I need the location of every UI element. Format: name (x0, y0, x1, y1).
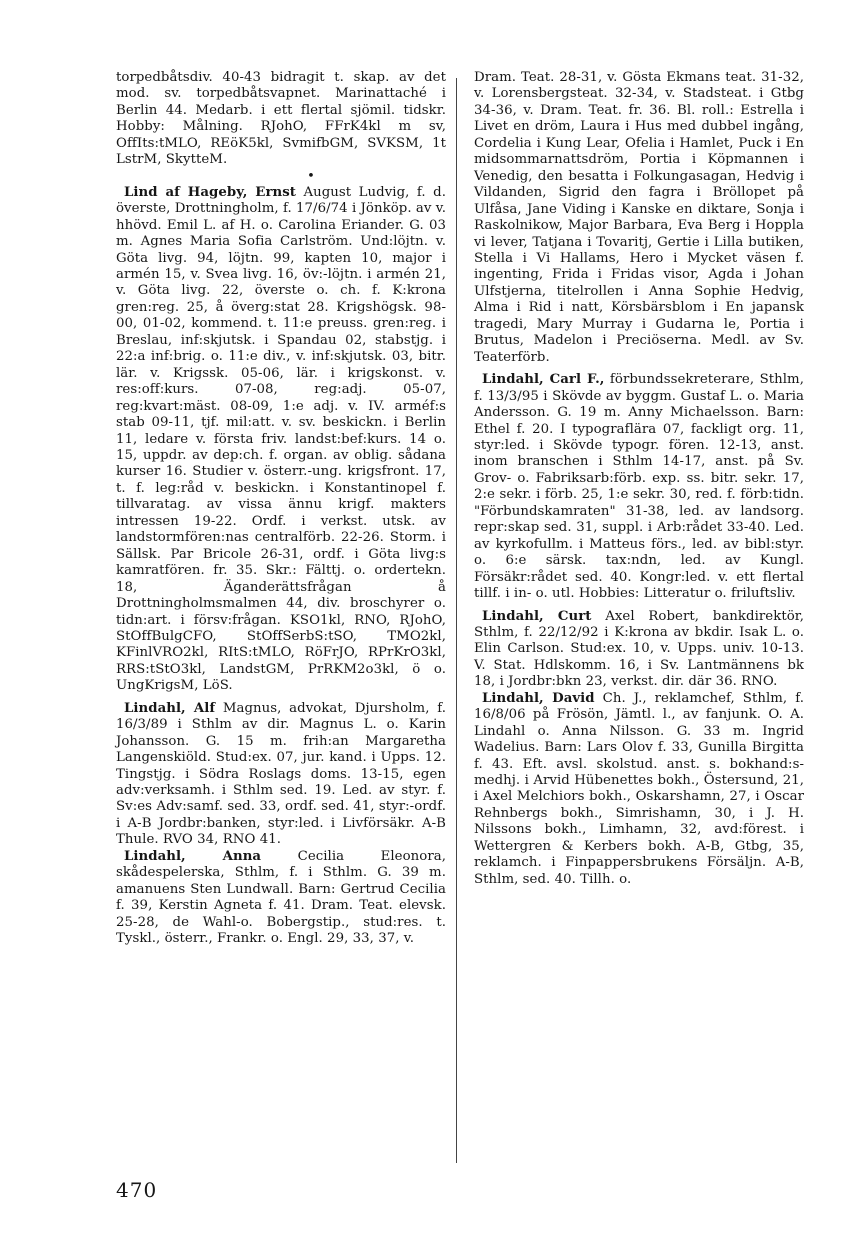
entry-text: Cecilia Eleonora, skådespelerska, Sthlm, f. i Sthlm. G. 39 m. amanuens Sten Lundwall. Barn: Gertrud Cecilia f. 39, Kerstin Agneta f. 41. Dram. Teat. elevsk. 25-28, de Wahl-o. Bobergstip., stud:res. t. Tyskl., österr., Frankr. o. Engl. 29, 33, 37, v. (116, 848, 446, 947)
entry-lindahl-carl (474, 372, 804, 602)
entry-lindahl-alf (116, 701, 446, 849)
right-column (474, 70, 804, 888)
entry-lind-af-hageby (116, 185, 446, 695)
entry-lindahl-anna (116, 849, 446, 948)
entry-continuation-anna: Dram. Teat. 28-31, v. Gösta Ekmans teat. 31-32, v. Lorensbergsteat. 32-34, v. Stadsteat. i Gtbg 34-36, v. Dram. Teat. fr. 36. Bl. roll.: Estrella i Livet en dröm, Laura i Hus med dubbel ingång, Cordelia i Kung Lear, Ofelia i Hamlet, Puck i En midsommarnattsdröm, Portia i Köpmannen i Venedig, den besatta i Folkungasagan, Hedvig i Vildanden, Sigrid den fagra i Bröllopet på Ulfåsa, Jane Viding i Kanske en diktare, Sonja i Raskolnikow, Major Barbara, Eva Berg i Hoppla vi lever, Tatjana i Tovaritj, Gertie i Lilla butiken, Stella i Vi Hallams, Hero i Mycket väsen f. ingenting, Frida i Fridas visor, Agda i Johan Ulfstjerna, titelrollen i Anna Sophie Hedvig, Alma i Rid i natt, Körsbärsblom i En japansk tragedi, Mary Murray i Gudarna le, Portia i Brutus, Madelon i Preciöserna. Medl. av Sv. Teaterförb. (474, 70, 804, 365)
entry-lindahl-david (474, 691, 804, 888)
entry-lindahl-curt (474, 609, 804, 691)
page-number: 470 (116, 1178, 158, 1202)
entry-text: August Ludvig, f. d. överste, Drottningholm, f. 17/6/74 i Jönköp. av v. hhövd. Emil L. af H. o. Carolina Eriander. G. 03 m. Agnes Maria Sofia Carlström. Und:löjtn. v. Göta livg. 94, löjtn. 99, kapten 10, major i armén 15, v. Svea livg. 16, öv:-löjtn. i armén 21, v. Göta livg. 22, överste o. ch. f. K:krona gren:reg. 25, å överg:stat 28. Krigshögsk. 98-00, 01-02, kommend. t. 11:e preuss. gren:reg. i Breslau, inf:skjutsk. i Spandau 02, stabstjg. i 22:a inf:brig. o. 11:e div., v. inf:skjutsk. 03, bitr. lär. v. Krigssk. 05-06, lär. i krigskonst. v. res:off:kurs. 07-08, reg:adj. 05-07, reg:kvart:mäst. 08-09, 1:e adj. v. IV. arméf:s stab 09-11, tjf. mil:att. v. sv. beskickn. i Berlin 11, ledare v. första friv. landst:bef:kurs. 14 o. 15, uppdr. av dep:ch. f. organ. av oblig. sådana kurser 16. Studier v. österr.-ung. krigsfront. 17, t. f. leg:råd v. beskickn. i Konstantinopel f. tillvaratag. av vissa ännu krigf. makters intressen 19-22. Ordf. i verkst. utsk. av landstormfören:nas centralförb. 22-26. Storm. i Sällsk. Par Bricole 26-31, ordf. i Göta livg:s kamratfören. fr. 35. Skr.: Fälttj. o. ordertekn. 18, Äganderättsfrågan å Drottningholmsmalmen 44, div. broschyrer o. tidn:art. i försv:frågan. KSO1kl, RNO, RJohO, StOffBulgCFO, StOffSerbS:tSO, TMO2kl, KFinlVRO2kl, RItS:tMLO, RöFrJO, RPrKrO3kl, RRS:tStO3kl, LandstGM, PrRKM2o3kl, ö o. UngKrigsM, LöS. (116, 184, 446, 694)
entry-text: Ch. J., reklamchef, Sthlm, f. 16/8/06 på Frösön, Jämtl. l., av fanjunk. O. A. Lindahl o. Anna Nilsson. G. 33 m. Ingrid Wadelius. Barn: Lars Olov f. 33, Gunilla Birgitta f. 43. Eft. avsl. skolstud. anst. s. bokhand:s-medhj. i Arvid Hübenettes bokh., Östersund, 21, i Axel Melchiors bokh., Oskarshamn, 27, i Oscar Rehnbergs bokh., Simrishamn, 30, i J. H. Nilssons bokh., Limhamn, 32, avd:förest. i Wettergren & Kerbers bokh. A-B, Gtbg, 35, reklamch. i Finpappersbrukens Försäljn. A-B, Sthlm, sed. 40. Tillh. o. (474, 690, 804, 887)
entry-continuation-torpedbats: torpedbåtsdiv. 40-43 bidragit t. skap. av det mod. sv. torpedbåtsvapnet. Marinattaché i Berlin 44. Medarb. i ett flertal sjömil. tidskr. Hobby: Målning. RJohO, FFrK4kl m sv, OffIts:tMLO, REöK5kl, SvmifbGM, SVKSM, 1t LstrM, SkytteM. (116, 70, 446, 168)
entry-name: Lindahl, Anna (124, 848, 262, 864)
entry-name: Lind af Hageby, Ernst (124, 184, 296, 200)
entry-name: Lindahl, Curt (482, 608, 592, 624)
entry-text: Axel Robert, bankdirektör, Sthlm, f. 22/12/92 i K:krona av bkdir. Isak L. o. Elin Carlson. Stud:ex. 10, v. Upps. univ. 10-13. V. Stat. Hdlskomm. 16, i Sv. Lantmännens bk 18, i Jordbr:bkn 23, verkst. dir. där 36. RNO. (474, 608, 804, 690)
entry-name: Lindahl, Carl F., (482, 372, 605, 388)
entry-text: Magnus, advokat, Djursholm, f. 16/3/89 i Sthlm av dir. Magnus L. o. Karin Johansson. G. 15 m. frih:an Margaretha Langenskiöld. Stud:ex. 07, jur. kand. i Upps. 12. Tingstjg. i Södra Roslags doms. 13-15, egen adv:verksamh. i Sthlm sed. 19. Led. av styr. f. Sv:es Adv:samf. sed. 33, ordf. sed. 41, styr:-ordf. i A-B Jordbr:banken, styr:led. i Livförsäkr. A-B Thule. RVO 34, RNO 41. (116, 700, 446, 848)
bullet-marker: • (307, 168, 315, 184)
entry-name: Lindahl, Alf (124, 700, 216, 716)
entry-text: förbundssekreterare, Sthlm, f. 13/3/95 i Skövde av byggm. Gustaf L. o. Maria Andersson. G. 19 m. Anny Michaelsson. Barn: Ethel f. 20. I typograflära 07, fackligt org. 11, styr:led. i Skövde typogr. fören. 12-13, anst. inom branschen i Sthlm 14-17, anst. på Sv. Grov- o. Fabriksarb:förb. exp. ss. bitr. sekr. 17, 2:e sekr. i förb. 25, 1:e sekr. 30, red. f. förb:tidn. "Förbundskamraten" 31-38, led. av landsorg. repr:skap sed. 31, suppl. i Arb:rådet 33-40. Led. av kyrkofullm. i Matteus förs., led. av bibl:styr. o. 6:e särsk. tax:ndn, led. av Kungl. Försäkr:rådet sed. 40. Kongr:led. v. ett flertal tillf. i in- o. utl. Hobbies: Litteratur o. friluftsliv. (474, 372, 804, 602)
entry-name: Lindahl, David (482, 690, 595, 706)
column-divider (456, 78, 457, 1163)
left-column (116, 70, 446, 948)
